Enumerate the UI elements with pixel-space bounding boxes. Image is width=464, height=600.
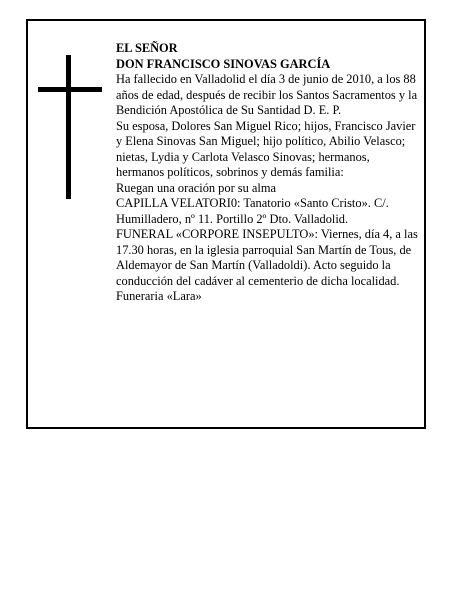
notice-text [116, 41, 420, 305]
cross-horizontal-bar [38, 87, 102, 92]
deceased-name: DON FRANCISCO SINOVAS GARCÍA [116, 56, 331, 71]
death-announcement: Ha fallecido en Valladolid el día 3 de junio de 2010, a los 88 años de edad, después de recibir los Santos Sacramentos y la Bendición Apostólica de Su Santidad D. E. P. [116, 72, 418, 117]
obituary-notice [26, 19, 426, 429]
notice-title: EL SEÑOR [116, 41, 178, 55]
cross-vertical-bar [66, 55, 71, 199]
prayer-request: Ruegan una oración por su alma [116, 180, 276, 195]
chapel-info: CAPILLA VELATORI0: Tanatorio «Santo Cristo». C/. Humilladero, nº 11. Portillo 2º Dto. Valladolid. [116, 196, 389, 226]
funeral-home: Funeraria «Lara» [116, 289, 202, 303]
cross-icon [38, 55, 102, 199]
family-list: Su esposa, Dolores San Miguel Rico; hijos, Francisco Javier y Elena Sinovas San Miguel; hijo político, Abilio Velasco; nietas, Lydia y Carlota Velasco Sinovas; hermanos, hermanos políticos, sobrinos y demás familia: [116, 118, 416, 179]
funeral-info: FUNERAL «CORPORE INSEPULTO»: Viernes, día 4, a las 17.30 horas, en la iglesia parroquial San Martín de Tous, de Aldemayor de San Martín (Valladoldi). Acto seguido la conducción del cadáver al cementerio de dicha localidad. [116, 227, 418, 288]
